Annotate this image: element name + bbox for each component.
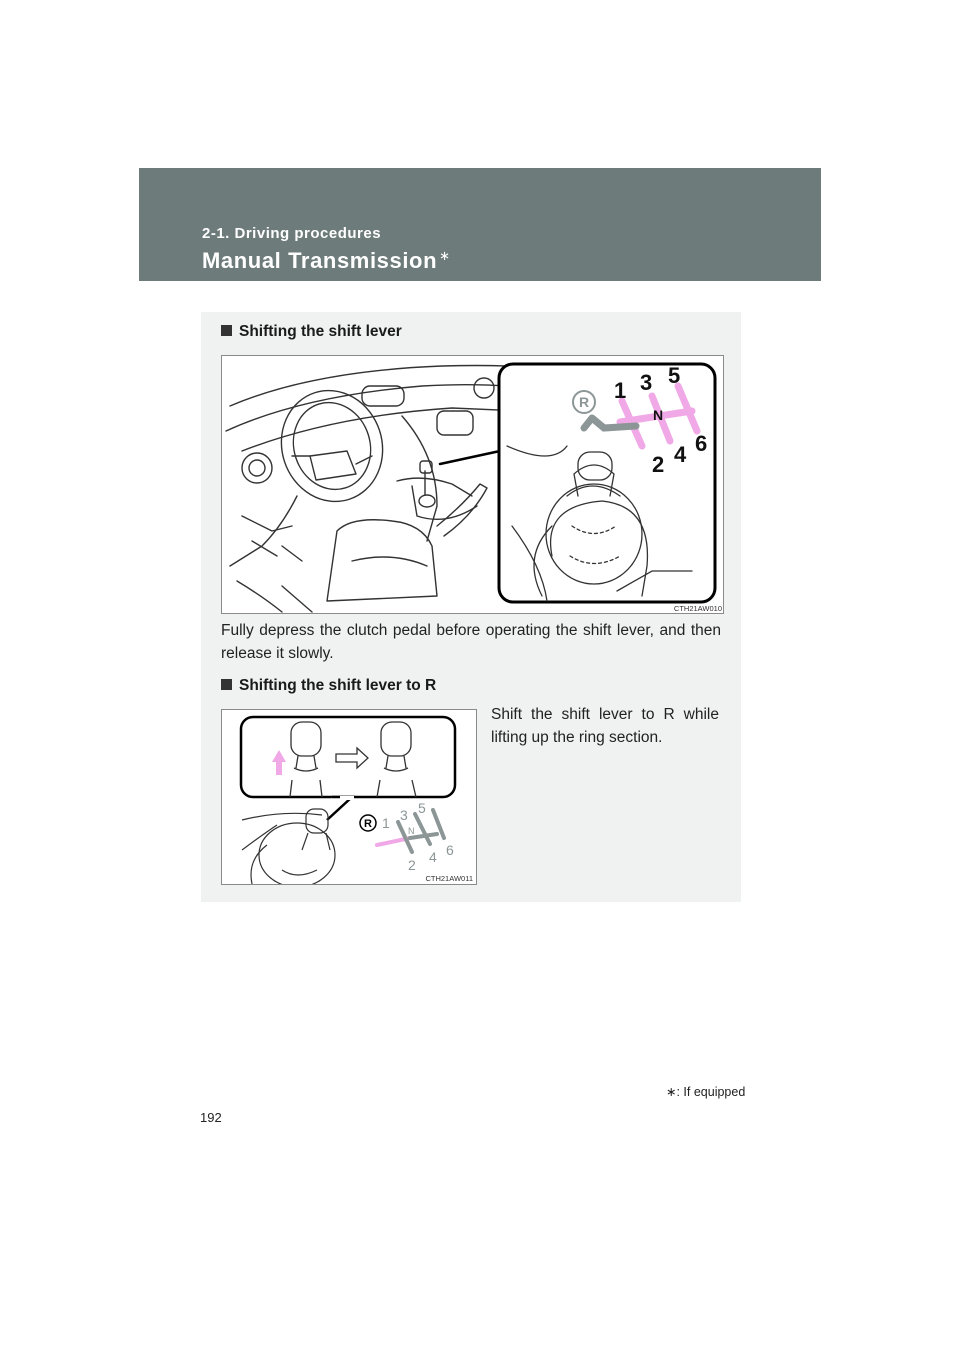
illustration-shift-pattern (221, 355, 724, 614)
gear-label-4: 4 (429, 849, 437, 865)
figure-code: CTH21AW011 (425, 874, 473, 883)
page-title (202, 248, 451, 274)
gear-label-5: 5 (668, 363, 681, 388)
gear-label-1: 1 (614, 378, 627, 403)
gear-label-2: 2 (408, 857, 416, 873)
subheading-text: Shifting the shift lever (239, 323, 402, 340)
gear-label-n: N (408, 826, 415, 836)
section-label: 2-1. Driving procedures (202, 225, 382, 242)
reverse-illustration (222, 710, 476, 884)
page-number: 192 (200, 1110, 222, 1125)
content-panel (201, 312, 741, 902)
gear-label-6: 6 (446, 842, 454, 858)
gear-label-r: R (364, 818, 372, 830)
body-text-shift-to-r: Shift the shift lever to R while lifting up the ring section. (491, 706, 719, 746)
subheading-shift-to-r (221, 677, 436, 695)
page-title-text: Manual Transmission (202, 248, 438, 273)
gear-label-4: 4 (674, 442, 687, 467)
gear-label-n: N (653, 407, 664, 423)
body-text-shifting: Fully depress the clutch pedal before operating the shift lever, and then release it slowly. (221, 622, 721, 662)
subheading-shifting (221, 323, 402, 341)
illustration-reverse-shift (221, 709, 477, 885)
subheading-text: Shifting the shift lever to R (239, 677, 437, 694)
gear-label-1: 1 (382, 815, 390, 831)
asterisk-mark: ∗ (666, 1085, 677, 1099)
cockpit-illustration (222, 356, 723, 613)
gear-label-2: 2 (652, 452, 665, 477)
figure-code: CTH21AW010 (673, 604, 722, 613)
gear-label-r: R (578, 394, 590, 410)
square-bullet-icon (221, 679, 232, 690)
footnote-text: : If equipped (676, 1085, 746, 1099)
gear-label-3: 3 (400, 807, 408, 823)
footnote (666, 1084, 745, 1099)
gear-label-6: 6 (695, 431, 708, 456)
gear-label-5: 5 (418, 800, 426, 816)
square-bullet-icon (221, 325, 232, 336)
gear-label-3: 3 (640, 370, 653, 395)
page-header-band (139, 168, 821, 281)
asterisk-mark: ∗ (439, 248, 451, 263)
